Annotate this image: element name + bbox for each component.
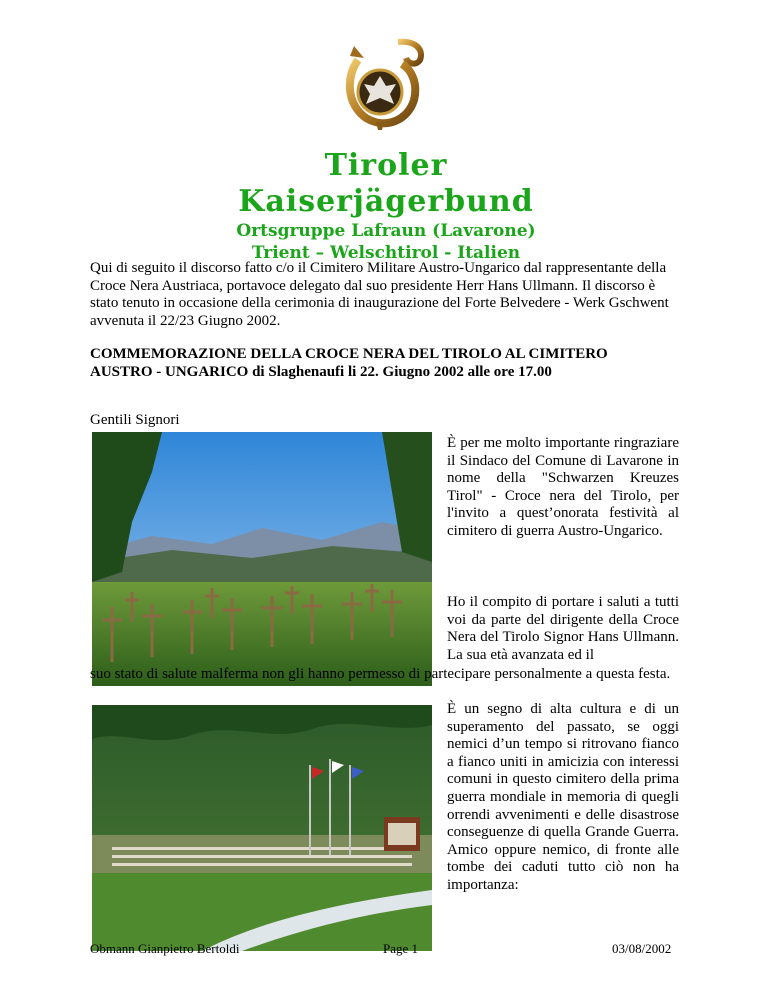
header-subtitle-1: Ortsgruppe Lafraun (Lavarone) (236, 221, 536, 241)
header-banner (196, 148, 576, 264)
paragraph-greetings-start: Ho il compito di portare i saluti a tutti voi da parte del dirigente della Croce Nera del Tirolo Signor Hans Ullmann. La sua età avanzata ed il (447, 594, 679, 663)
intro-paragraph: Qui di seguito il discorso fatto c/o il Cimitero Militare Austro-Ungarico dal rappresentante della Croce Nera Austriaca, portavoce delegato dal suo presidente Herr Hans Ullmann. Il discorso è stato tenuto in occasione della cerimonia di inaugurazione del Forte Belvedere - Werk Gschwent avvenuta il 22/23 Giugno 2002. (90, 260, 669, 329)
footer-author: Obmann Gianpietro Bertoldi (90, 941, 240, 956)
greeting: Gentili Signori (90, 412, 180, 428)
kaiserjaeger-emblem-logo (336, 36, 428, 132)
paragraph-thanks: È per me molto importante ringraziare il Sindaco del Comune di Lavarone in nome della "Schwarzen Kreuzes Tirol" - Croce nera del Tirolo, per l'invito a quest’onorata festività al cimitero di guerra Austro-Ungarico. (447, 435, 679, 539)
paragraph-culture: È un segno di alta cultura e di un superamento del passato, se oggi nemici d’un tempo si ritrovano fianco a fianco uniti in amicizia con interessi comuni in questo cimitero della prima guerra mondiale in memoria di quegli orrendi avvenimenti e delle disastrose conseguenze di quella Grande Guerra. Amico oppure nemico, di fronte alle tombe dei caduti tutto ciò non ha importanza: (447, 701, 679, 893)
cemetery-crosses-photo (92, 432, 432, 686)
cemetery-flags-photo (92, 705, 432, 951)
header-title: Tiroler Kaiserjägerbund (238, 148, 534, 219)
commemoration-heading: COMMEMORAZIONE DELLA CROCE NERA DEL TIROLO AL CIMITERO AUSTRO - UNGARICO di Slaghenaufi li 22. Giugno 2002 alle ore 17.00 (90, 346, 608, 380)
header-subtitle-2: Trient – Welschtirol - Italien (251, 243, 521, 263)
paragraph-greetings-end: suo stato di salute malferma non gli hanno permesso di partecipare personalmente a questa festa. (90, 666, 671, 682)
footer-page-number: Page 1 (383, 941, 419, 956)
footer-date: 03/08/2002 (612, 941, 672, 956)
